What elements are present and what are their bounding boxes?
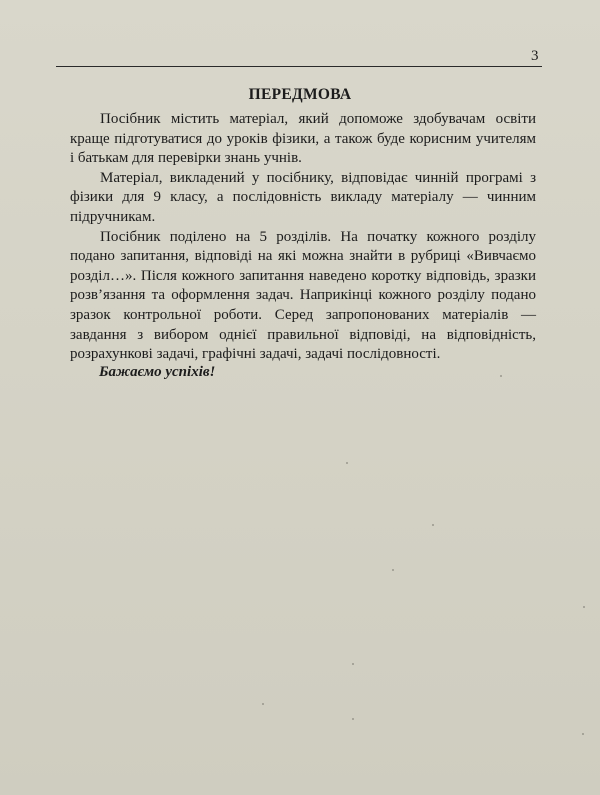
paper-speck (500, 375, 502, 377)
header-rule (56, 66, 542, 67)
paper-speck (582, 733, 584, 735)
paper-speck (262, 703, 264, 705)
paper-speck (432, 524, 434, 526)
paper-speck (352, 663, 354, 665)
paragraph-purpose: Посібник містить матеріал, який допоможе здобувачам освіти краще підготуватися до уроків фізики, а також буде корисним учителям і батькам для перевірки знань учнів. (70, 111, 536, 167)
paper-speck (392, 569, 394, 571)
paper-speck (583, 606, 585, 608)
paper-speck (352, 718, 354, 720)
paragraph-structure: Посібник поділено на 5 розділів. На початку кожного розділу подано запитання, відповіді на які можна знайти в рубриці «Вивчаємо розділ…». Після кожного запитання наведено коротку відповідь, зразки розв’язання та оформлення задач. Наприкінці кожного розділу подано зразок контрольної роботи. Серед запропонованих матеріалів — завдання з вибором однієї правильної відповіді, на відповідність, розрахункові задачі, графічні задачі, задачі послідовності. (70, 228, 536, 363)
page-number: 3 (531, 48, 539, 64)
closing-wish: Бажаємо успіхів! (99, 364, 216, 380)
paper-speck (346, 462, 348, 464)
preface-body (70, 110, 536, 365)
paragraph-curriculum: Матеріал, викладений у посібнику, відповідає чинній програмі з фізики для 9 класу, а послідовність викладу матеріалу — чинним підручникам. (70, 169, 536, 225)
page-title: ПЕРЕДМОВА (248, 86, 352, 103)
